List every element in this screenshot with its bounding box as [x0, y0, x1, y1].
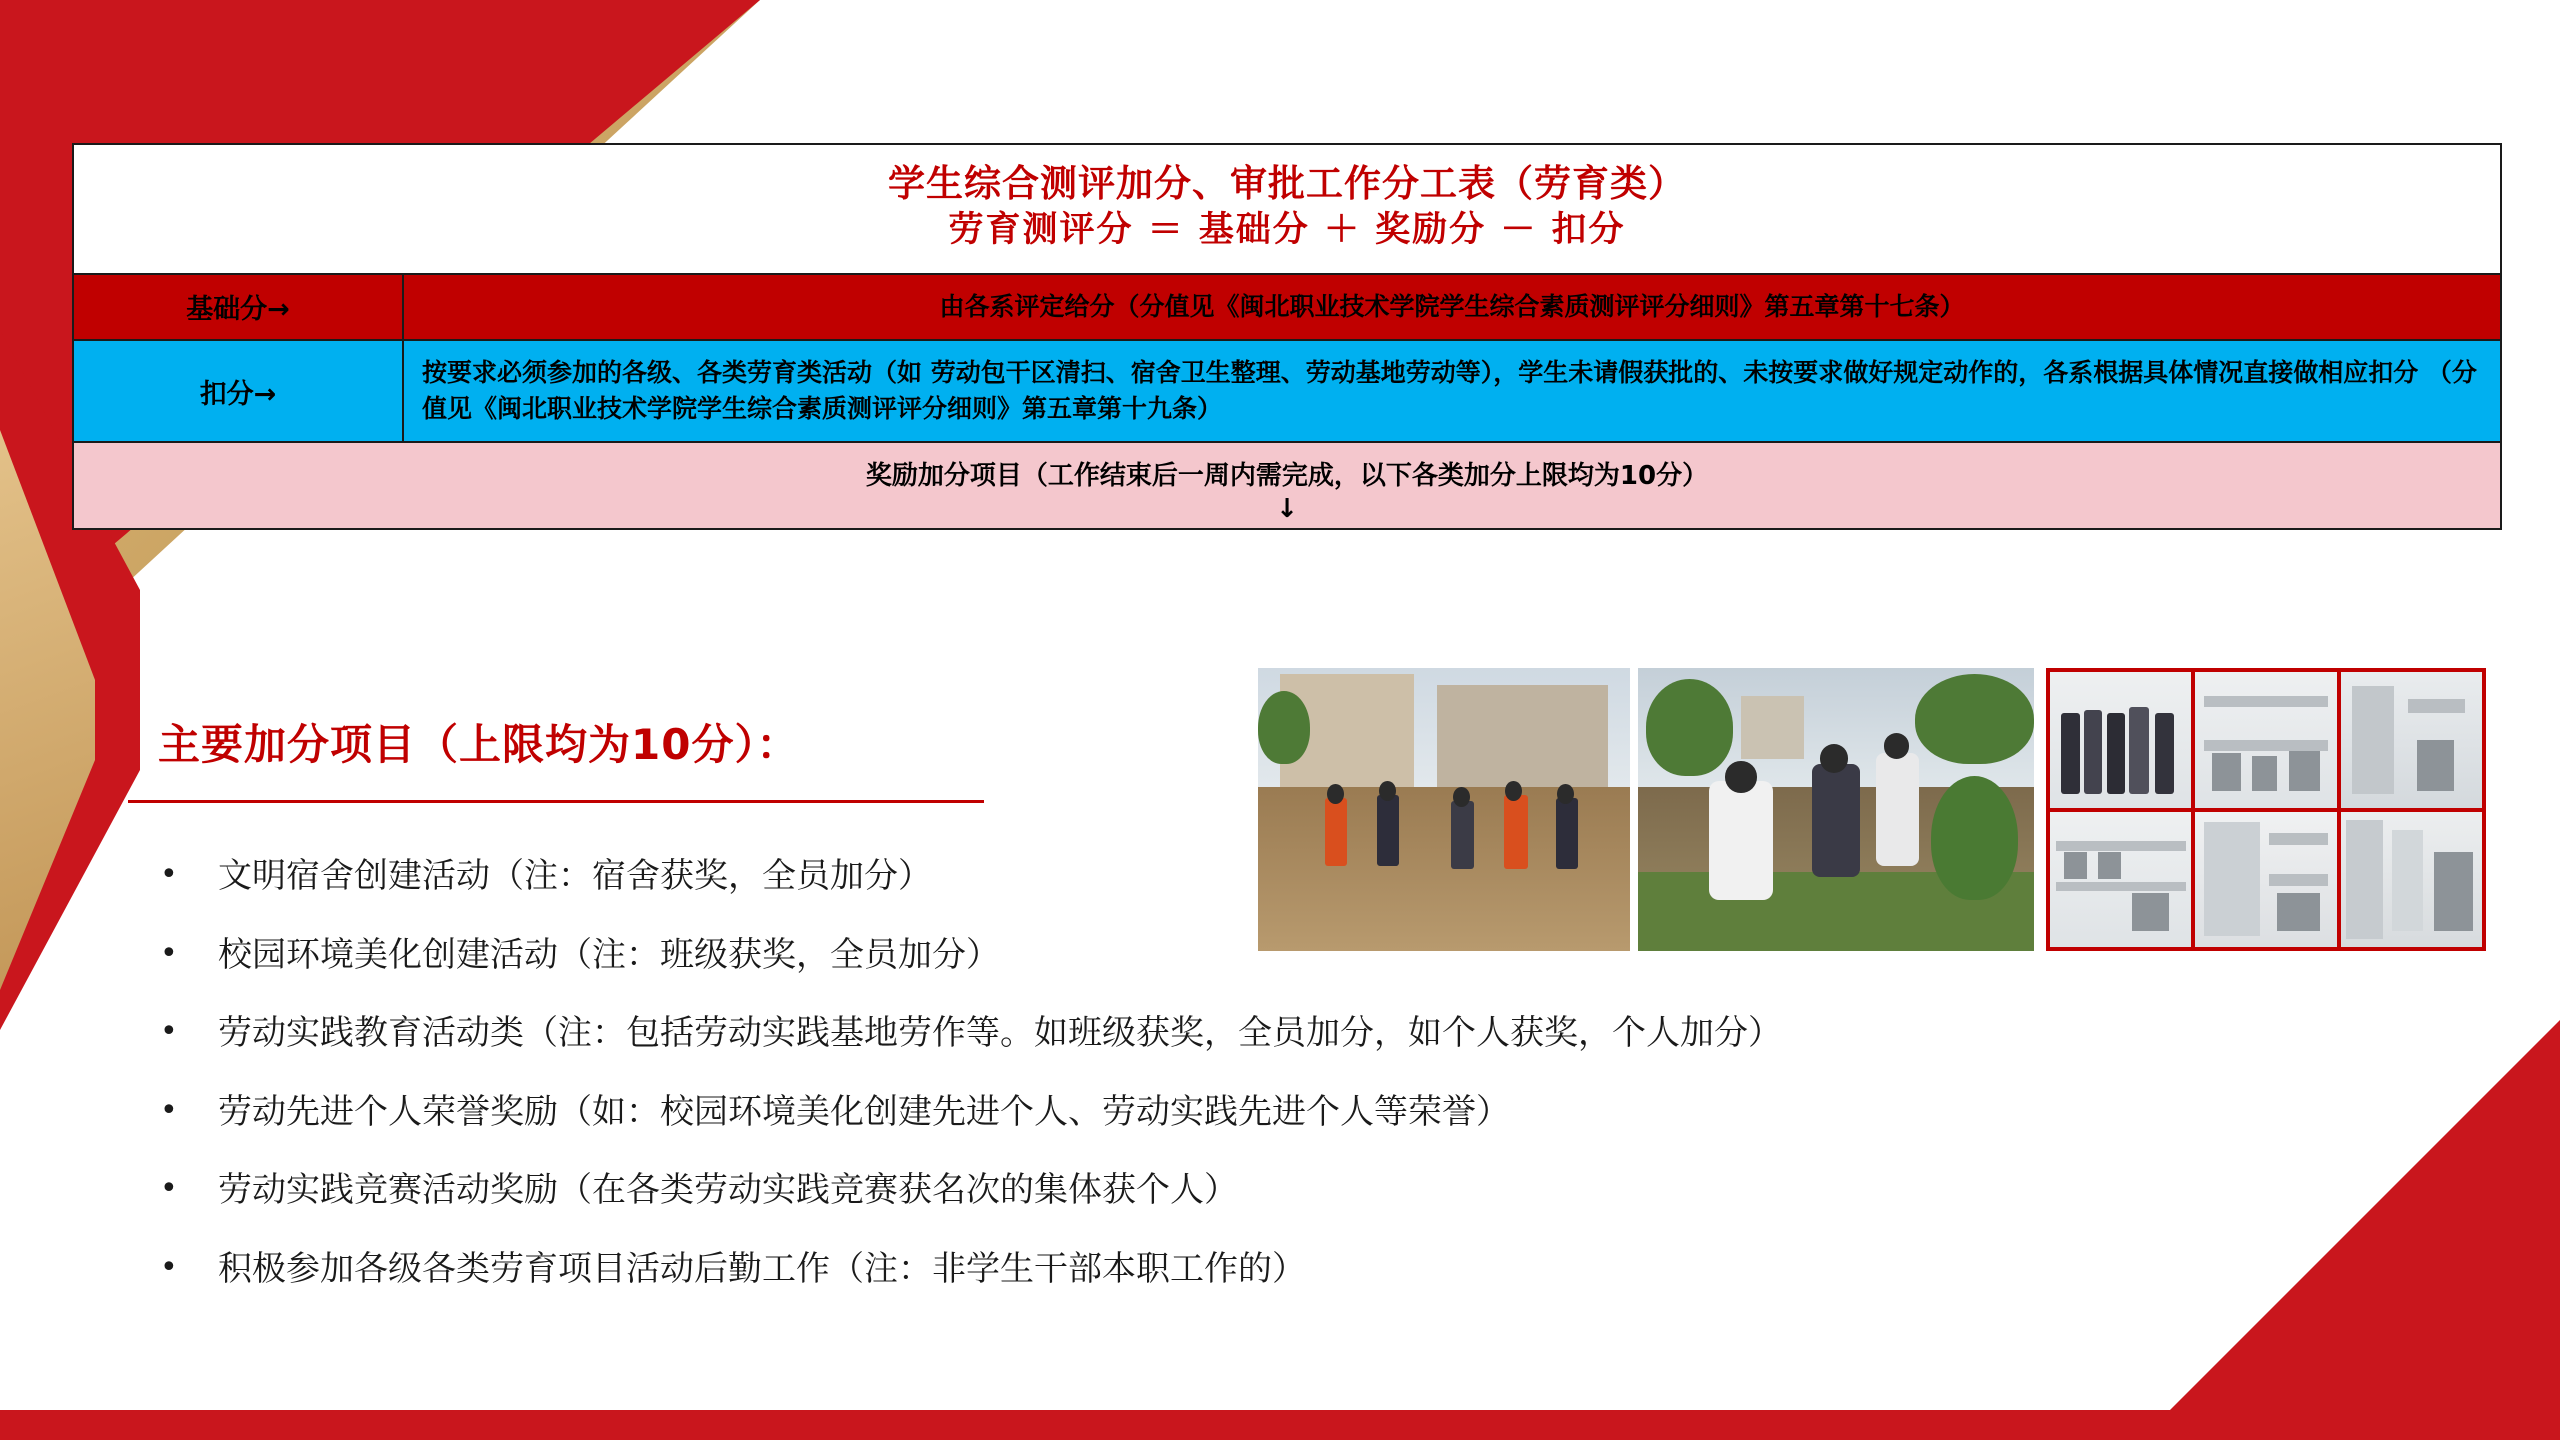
bullet-icon: •	[160, 1092, 178, 1128]
dormitory-shelf-photo	[2050, 812, 2191, 948]
dorm-corridor-photo	[2341, 812, 2482, 948]
bullet-icon: •	[160, 857, 178, 892]
base-score-label: 基础分→	[74, 275, 404, 339]
scoring-table	[72, 143, 2502, 530]
list-item	[160, 1091, 2280, 1134]
list-item	[160, 1012, 2280, 1055]
arrow-down-icon: ↓	[1276, 494, 1298, 525]
bottom-red-bar	[0, 1410, 2560, 1440]
bonus-row-text: 奖励加分项目（工作结束后一周内需完成，以下各类加分上限均为10分）	[865, 461, 1709, 492]
page-title: 主要加分项目（上限均为10分）：	[158, 720, 800, 769]
list-item	[160, 1248, 2280, 1291]
bullet-icon: •	[160, 1171, 178, 1206]
table-formula: 劳育测评分 ＝ 基础分 ＋ 奖励分 － 扣分	[948, 210, 1626, 251]
table-title-block	[74, 145, 2500, 275]
list-item-label: 劳动实践教育活动类（注：包括劳动实践基地劳作等。如班级获奖，全员加分，如个人获奖，个人加分）	[218, 1013, 1782, 1053]
bonus-row	[74, 443, 2500, 528]
list-item-label: 劳动实践竞赛活动奖励（在各类劳动实践竞赛获名次的集体获个人）	[218, 1170, 1238, 1210]
table-row	[74, 275, 2500, 341]
table-row	[74, 341, 2500, 444]
bullet-icon: •	[160, 1249, 178, 1285]
bullet-icon: •	[160, 935, 178, 971]
list-item	[160, 1169, 2280, 1212]
students-sweeping-photo	[1258, 668, 1630, 951]
students-planting-photo	[1638, 668, 2034, 951]
storage-cabinet-photo	[2195, 812, 2336, 948]
tidy-desk-photo	[2195, 672, 2336, 808]
list-item-label: 积极参加各级各类劳育项目活动后勤工作（注：非学生干部本职工作的）	[218, 1248, 1306, 1289]
table-title: 学生综合测评加分、审批工作分工表（劳育类）	[888, 162, 1686, 205]
deduction-text: 按要求必须参加的各级、各类劳育类活动（如 劳动包干区清扫、宿舍卫生整理、劳动基地劳动等），学生未请假获批的、未按要求做好规定动作的，各系根据具体情况直接做相应扣分 （分值见《闽北职业技术学院学生综合素质测评评分细则》第五章第十九条）	[404, 341, 2500, 442]
deduction-label: 扣分→	[74, 341, 404, 442]
bullet-icon: •	[160, 1014, 178, 1049]
dormitory-inspection-photo	[2050, 672, 2191, 808]
list-item-label: 校园环境美化创建活动（注：班级获奖，全员加分）	[218, 934, 1000, 975]
base-score-text: 由各系评定给分（分值见《闽北职业技术学院学生综合素质测评评分细则》第五章第十七条）	[404, 275, 2500, 339]
clean-bathroom-photo	[2341, 672, 2482, 808]
list-item-label: 文明宿舍创建活动（注：宿舍获奖，全员加分）	[218, 856, 932, 896]
list-item-label: 劳动先进个人荣誉奖励（如：校园环境美化创建先进个人、劳动实践先进个人等荣誉）	[218, 1091, 1510, 1132]
heading-underline	[128, 800, 984, 803]
dormitory-thumbnail-grid	[2046, 668, 2486, 951]
